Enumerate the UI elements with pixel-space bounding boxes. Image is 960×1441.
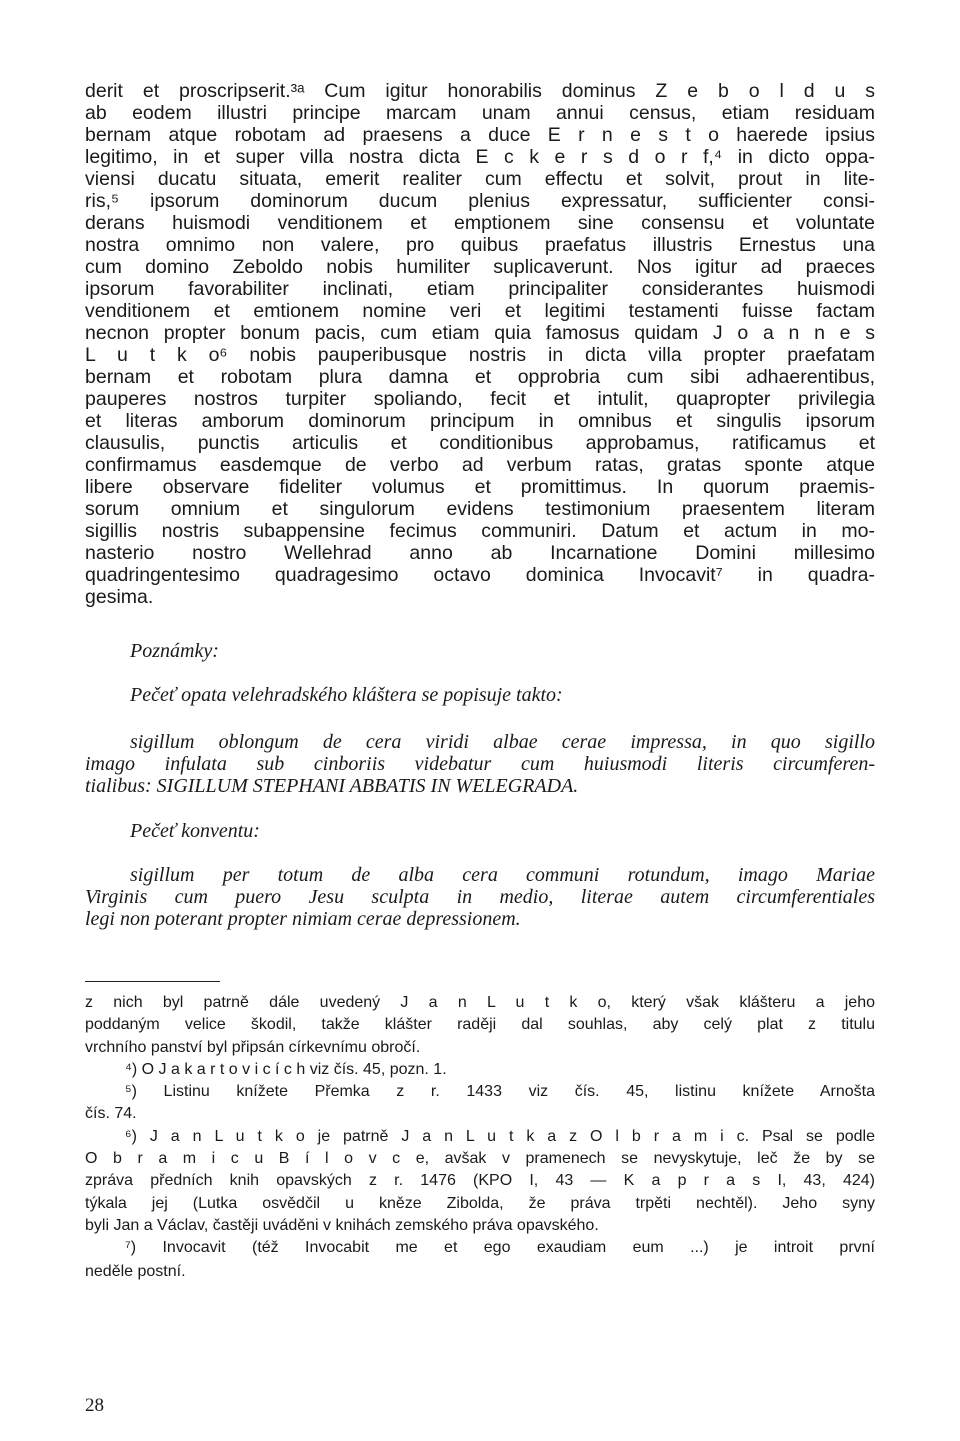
- footnote-line: z nich byl patrně dále uvedený J a n L u t k o, který však klášteru a jeho: [85, 994, 875, 1011]
- footnote-line: O b r a m i c u B í l o v c e, avšak v pramenech se nevyskytuje, leč že by se: [85, 1150, 875, 1167]
- text-line: necnon propter bonum pacis, cum etiam quia famosus quidam J o a n n e s: [85, 322, 875, 344]
- footnote-divider: [85, 981, 220, 982]
- footnote-line: neděle postní.: [85, 1263, 186, 1280]
- text-line: quadringentesimo quadragesimo octavo dominica Invocavit⁷ in quadra-: [85, 564, 875, 586]
- notes-heading: Poznámky:: [130, 640, 219, 662]
- text-line: nasterio nostro Wellehrad anno ab Incarnatione Domini millesimo: [85, 542, 875, 564]
- abbey-seal-intro: Pečeť opata velehradského kláštera se popisuje takto:: [130, 684, 563, 706]
- text-line: ab eodem illustri principe marcam unam annui census, etiam residuam: [85, 102, 875, 124]
- abbey-seal-desc-line: sigillum oblongum de cera viridi albae cerae impressa, in quo sigillo: [130, 731, 875, 753]
- convent-seal-desc-line: sigillum per totum de alba cera communi rotundum, imago Mariae: [130, 864, 875, 886]
- footnote-line: byli Jan a Václav, častěji uváděni v knihách zemského práva opavského.: [85, 1217, 599, 1234]
- text-line: clausulis, punctis articulis et conditionibus approbamus, ratificamus et: [85, 432, 875, 454]
- text-line: sorum omnium et singulorum evidens testimonium praesentem literam: [85, 498, 875, 520]
- convent-seal-desc-line: legi non poterant propter nimiam cerae depressionem.: [85, 908, 521, 930]
- text-line: sigillis nostris subappensine fecimus communiri. Datum et actum in mo-: [85, 520, 875, 542]
- text-line: libere observare fideliter volumus et promittimus. In quorum praemis-: [85, 476, 875, 498]
- text-line: confirmamus easdemque de verbo ad verbum ratas, gratas sponte atque: [85, 454, 875, 476]
- text-line: nostra omnimo non valere, pro quibus praefatus illustris Ernestus una: [85, 234, 875, 256]
- text-line: L u t k o⁶ nobis pauperibusque nostris in dicta villa propter praefatam: [85, 344, 875, 366]
- convent-seal-intro: Pečeť konventu:: [130, 820, 260, 842]
- text-line: cum domino Zeboldo nobis humiliter suplicaverunt. Nos igitur ad praeces: [85, 256, 875, 278]
- footnote-line: čís. 74.: [85, 1105, 137, 1122]
- text-line: viensi ducatu situata, emerit realiter cum effectu et solvit, prout in lite-: [85, 168, 875, 190]
- text-line: bernam et robotam plura damna et opprobria cum sibi adhaerentibus,: [85, 366, 875, 388]
- footnote-line: poddaným velice škodil, takže klášter raději dal souhlas, aby celý plat z titulu: [85, 1016, 875, 1033]
- text-line: bernam atque robotam ad praesens a duce E r n e s t o haerede ipsius: [85, 124, 875, 146]
- footnote-line: ⁷) Invocavit (též Invocabit me et ego exaudiam eum ...) je introit první: [125, 1239, 875, 1256]
- text-line: ipsorum favorabiliter inclinati, etiam principaliter considerantes huismodi: [85, 278, 875, 300]
- text-line: derit et proscripserit.³ᵃ Cum igitur honorabilis dominus Z e b o l d u s: [85, 80, 875, 102]
- text-line: venditionem et emtionem nomine veri et legitimi testamenti fuisse factam: [85, 300, 875, 322]
- convent-seal-desc-line: Virginis cum puero Jesu sculpta in medio, literae autem circumferentiales: [85, 886, 875, 908]
- abbey-seal-desc-line: tialibus: SIGILLUM STEPHANI ABBATIS IN WELEGRADA.: [85, 775, 579, 797]
- footnote-line: ⁶) J a n L u t k o je patrně J a n L u t k a z O l b r a m i c. Psal se podle: [125, 1128, 875, 1145]
- text-line: derans huismodi venditionem et emptionem sine consensu et voluntate: [85, 212, 875, 234]
- abbey-seal-desc-line: imago infulata sub cinboriis videbatur cum huiusmodi literis circumferen-: [85, 753, 875, 775]
- page-number: 28: [85, 1395, 104, 1416]
- footnote-line: týkala jej (Lutka osvědčil u kněze Zibolda, že práva trpěti nechtěl). Jeho syny: [85, 1195, 875, 1212]
- text-line: pauperes nostros turpiter spoliando, fecit et intulit, quapropter privilegia: [85, 388, 875, 410]
- footnote-line: vrchního panství byl připsán církevnímu obročí.: [85, 1039, 421, 1056]
- text-line: ris,⁵ ipsorum dominorum ducum plenius expressatur, sufficienter consi-: [85, 190, 875, 212]
- footnote-line: ⁴) O J a k a r t o v i c í c h viz čís. 45, pozn. 1.: [125, 1061, 447, 1078]
- footnote-line: zpráva předních knih opavských z r. 1476 (KPO I, 43 — K a p r a s I, 43, 424): [85, 1172, 875, 1189]
- text-line: legitimo, in et super villa nostra dicta E c k e r s d o r f,⁴ in dicto oppa-: [85, 146, 875, 168]
- footnote-line: ⁵) Listinu knížete Přemka z r. 1433 viz čís. 45, listinu knížete Arnošta: [125, 1083, 875, 1100]
- text-line: gesima.: [85, 586, 154, 608]
- text-line: et literas amborum dominorum principum in omnibus et singulis ipsorum: [85, 410, 875, 432]
